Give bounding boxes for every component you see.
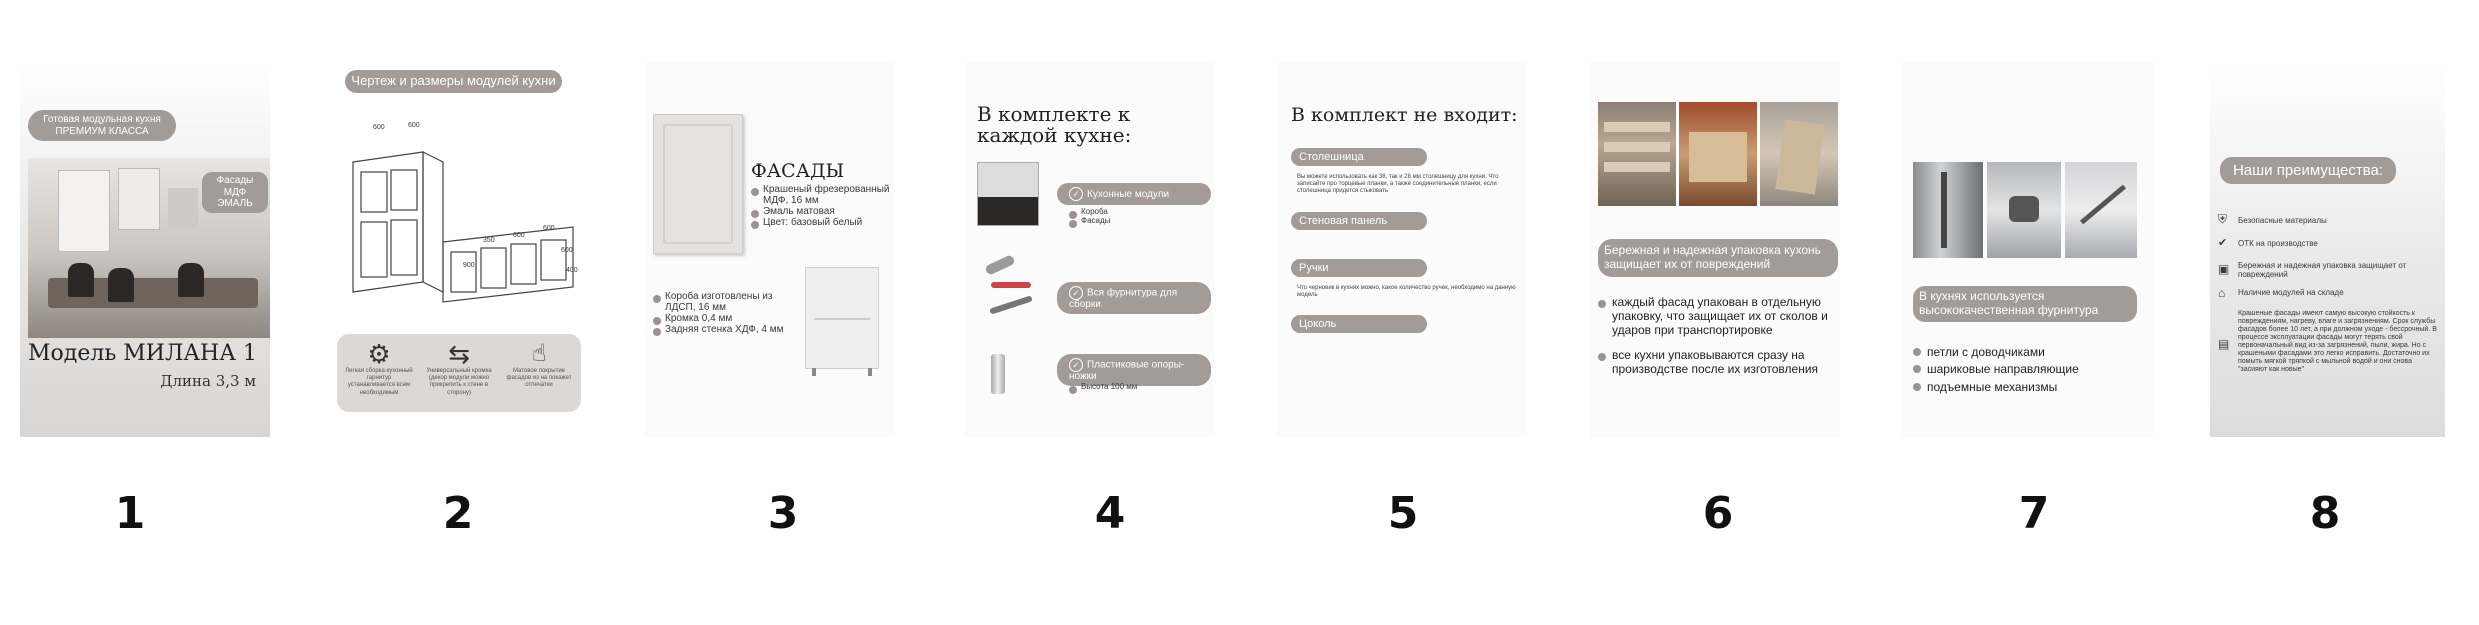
card6-bullet-1: каждый фасад упакован в отдельную упаковку, что защищает их от сколов и ударов при транспортировке xyxy=(1598,296,1836,337)
check-icon: ✓ xyxy=(1069,286,1083,300)
card8-title: Наши преимущества: xyxy=(2220,157,2396,184)
card2-dim-6: 600 xyxy=(561,247,573,254)
check-icon: ✓ xyxy=(1069,187,1083,201)
card4-item-2 xyxy=(1057,282,1211,314)
card1-model: Модель МИЛАНА 1 xyxy=(28,341,257,366)
card3-title: ФАСАДЫ xyxy=(751,160,845,182)
card4-item-1 xyxy=(1057,183,1211,205)
card-8[interactable] xyxy=(2210,62,2445,437)
card3-bullet-1: Крашеный фрезерованный МДФ, 16 мм xyxy=(751,184,891,206)
kitchen-drawing xyxy=(333,122,583,322)
arrows-icon: ⇆ xyxy=(448,339,470,369)
facade-line-2: МДФ xyxy=(223,186,247,198)
card6-title: Бережная и надежная упаковка кухонь защищает их от повреждений xyxy=(1598,239,1838,277)
card-6[interactable] xyxy=(1590,62,1840,437)
card7-title: В кухнях используется высококачественная фурнитура xyxy=(1913,286,2137,322)
card5-item-4: Цоколь xyxy=(1291,315,1427,333)
hardware-photo-2 xyxy=(1987,162,2061,258)
number-1: 1 xyxy=(114,488,146,539)
check-icon: ✓ xyxy=(1069,358,1083,372)
check-circle-icon: ✔ xyxy=(2218,237,2228,249)
card4-title: В комплекте к каждой кухне: xyxy=(977,102,1132,147)
card7-bullets xyxy=(1913,344,2149,396)
package-photo-1 xyxy=(1598,102,1676,206)
leg-image xyxy=(991,354,1005,394)
card8-item-3: Бережная и надежная упаковка защищает от повреждений xyxy=(2238,261,2407,280)
number-6: 6 xyxy=(1702,488,1734,539)
facade-panel-image xyxy=(653,114,743,254)
card2-dim-2: 600 xyxy=(408,122,420,129)
card2-dim-7: 900 xyxy=(463,262,475,269)
card4-sub-1 xyxy=(1069,207,1110,225)
hardware-photo-3 xyxy=(2065,162,2137,258)
hardware-image xyxy=(977,254,1043,324)
card3-bullets-2 xyxy=(653,291,803,335)
card3-bullet2-3: Задняя стенка ХДФ, 4 мм xyxy=(653,324,803,335)
card8-item-2: ОТК на производстве xyxy=(2238,239,2318,248)
facade-line-3: ЭМАЛЬ xyxy=(217,198,253,209)
package-photo-3 xyxy=(1760,102,1838,206)
card4-sub-3 xyxy=(1069,382,1137,391)
number-4: 4 xyxy=(1094,488,1126,539)
feature-3-text: Матовое покрытие фасадов из на покажет отпечатки xyxy=(506,368,572,389)
card5-item-1: Столешница xyxy=(1291,148,1427,166)
card-4[interactable] xyxy=(965,62,1215,437)
card6-bullets xyxy=(1598,296,1836,377)
shield-icon: ⛨ xyxy=(2218,212,2228,226)
card5-note-1: Вы можете использовать как 38, так и 28 мм столешницу для кухни. Что записайте про торцевые планки, а также соединительные планки, если столешница придется стыковать xyxy=(1297,174,1499,195)
card1-tag: Готовая модульная кухня ПРЕМИУМ КЛАССА xyxy=(28,110,176,141)
module-image xyxy=(977,162,1039,226)
card4-item-1-label: Кухонные модули xyxy=(1087,189,1170,200)
feature-2-text: Универсальный кромка (декор модули можно прикрепить к стене в сторону) xyxy=(426,368,492,396)
card2-dim-3: 350 xyxy=(483,237,495,244)
card2-dim-4: 600 xyxy=(513,232,525,239)
card7-bullet-2: шариковые направляющие xyxy=(1913,361,2149,378)
card8-item-4: Наличие модулей на складе xyxy=(2238,288,2344,297)
card-5[interactable] xyxy=(1277,62,1527,437)
card3-bullets xyxy=(751,184,891,228)
card4-sub-3-a: Высота 100 мм xyxy=(1069,382,1137,391)
card7-bullet-1: петли с доводчиками xyxy=(1913,344,2149,361)
card-3[interactable] xyxy=(645,62,895,437)
kitchen-icon: ▤ xyxy=(2218,337,2230,351)
hand-icon: ☝ xyxy=(531,340,547,367)
card1-facade xyxy=(202,172,268,213)
card4-sub-1-a: Короба xyxy=(1069,207,1110,216)
card5-item-3: Ручки xyxy=(1291,259,1427,277)
hardware-photo-1 xyxy=(1913,162,1983,258)
card5-item-2: Стеновая панель xyxy=(1291,212,1427,230)
card2-dim-8: 400 xyxy=(566,267,578,274)
card7-bullet-3: подъемные механизмы xyxy=(1913,379,2149,396)
number-7: 7 xyxy=(2018,488,2050,539)
package-photo-2 xyxy=(1679,102,1757,206)
card2-features xyxy=(337,334,581,412)
facade-line-1: Фасады xyxy=(216,175,254,186)
card5-note-3: Что черновик в кухнях можно, какое количество ручек, необходимо на данную модель xyxy=(1297,285,1516,299)
card5-title: В комплект не входит: xyxy=(1291,104,1518,126)
box-icon: ▣ xyxy=(2218,262,2230,276)
card4-item-2-label: Вся фурнитура для сборки xyxy=(1069,287,1178,310)
warehouse-icon: ⌂ xyxy=(2218,286,2226,300)
number-5: 5 xyxy=(1387,488,1419,539)
card8-item-5: Крашеные фасады имеют самую высокую стойкость к повреждениям, нагреву, влаге и загрязнениям. Срок службы фасадов более 10 лет, а при должном уходе - бессрочный. В процессе эксплуатации фасады могут терять свой первоначальный вид из-за загрязнений, пыли, жира. Но с крашеными фасадами это легко исправить. Достаточно их помыть мягкой тряпкой с мыльной водой и они снова "засияют как новые" xyxy=(2238,310,2437,374)
card2-dim-1: 600 xyxy=(373,124,385,131)
gear-icon: ⚙ xyxy=(367,339,391,369)
card-1[interactable] xyxy=(20,62,270,437)
card-2[interactable] xyxy=(333,62,583,437)
card4-sub-1-b: Фасады xyxy=(1069,216,1110,225)
card2-title: Чертеж и размеры модулей кухни xyxy=(345,70,562,93)
card4-item-3-label: Пластиковые опоры-ножки xyxy=(1069,359,1185,382)
card6-bullet-2: все кухни упаковываются сразу на производстве после их изготовления xyxy=(1598,349,1836,377)
number-8: 8 xyxy=(2309,488,2341,539)
card1-length: Длина 3,3 м xyxy=(160,372,256,390)
card3-bullet-2: Эмаль матовая xyxy=(751,206,891,217)
feature-1-text: Легкая сборка кухонный гарнитур устанавливается всем необходимым xyxy=(345,368,413,396)
card3-bullet2-1: Короба изготовлены из ЛДСП, 16 мм xyxy=(653,291,803,313)
card3-bullet-3: Цвет: базовый белый xyxy=(751,217,891,228)
number-3: 3 xyxy=(767,488,799,539)
cabinet-image xyxy=(805,267,879,369)
card3-bullet2-2: Кромка 0,4 мм xyxy=(653,313,803,324)
number-2: 2 xyxy=(442,488,474,539)
card8-item-1: Безопасные материалы xyxy=(2238,216,2327,225)
card2-dim-5: 600 xyxy=(543,225,555,232)
card-7[interactable] xyxy=(1903,62,2153,437)
